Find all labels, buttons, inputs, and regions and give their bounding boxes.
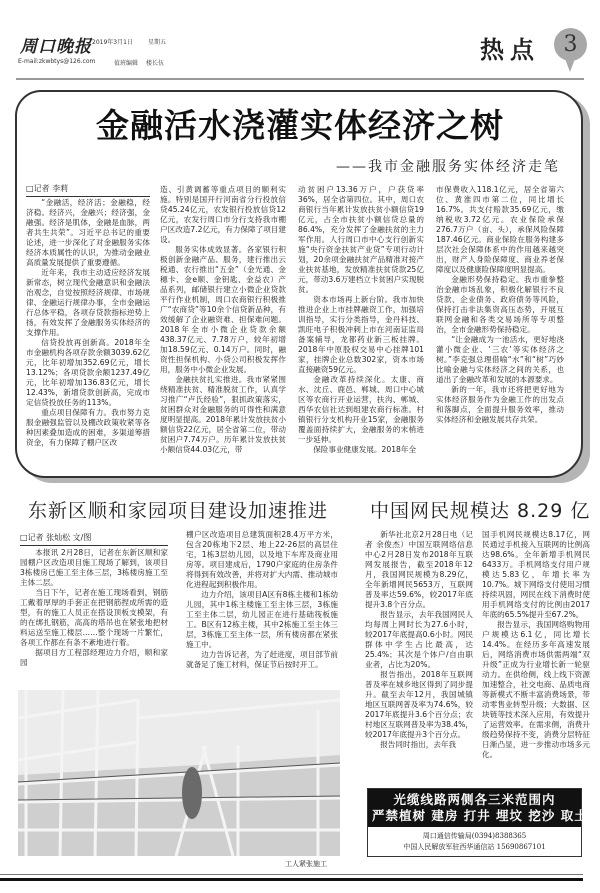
paragraph: 造、引黄调蓄等重点项目的顺利实施。特别是国开行河南省分行投放信贷45.24亿元，农发银行投放信贷12亿元，农发行周口市分行支持我市棚户区改造7.2亿元，有力保障了项目建设。 [160, 185, 286, 244]
notice-banner [368, 789, 588, 827]
main-article-column-4 [436, 185, 564, 472]
page-number: 3 [563, 32, 578, 57]
main-article-column-3 [298, 185, 424, 472]
paragraph: 新的一年，我市还将把更好地为实体经济服务作为金融工作的出发点和落脚点，全面提升服务效率，推动实体经济和金融发展共存共荣。 [436, 385, 564, 424]
paragraph: 报告显示，去年我国网民人均每周上网时长为27.6小时，较2017年底提高0.6小时。网民群体中学生占比最高，达25.4%；其次是个体户/自由职业者，占比为20%。 [365, 610, 473, 669]
paragraph: 金融扶贫扎实推进。我市紧紧围绕精准扶贫、精准脱贫工作，认真学习推广“卢氏经验”，狠抓政策落实，贫困群众对金融服务的可得性和满意度明显提高。2018年累计发放扶贫小额信贷22亿元，居全省第二位，带动贫困户7.74万户。历年累计发放扶贫小额信贷44.03亿元，带 [160, 375, 286, 454]
editor-name: 楼长伍 [146, 60, 165, 67]
scaffolding-image [18, 690, 340, 856]
right-article-column-1 [365, 530, 473, 782]
paragraph: 动贫困户13.36万户，户获贷率36%，居全省第四位。其中，周口农商银行当年累计发放扶贫小额信贷19亿元，占全市扶贫小额信贷总量的86.4%，充分发挥了金融扶贫的主力军作用。人行周口市中心支行创新实施“央行资金扶贫产业贷”专项行动计划，20余项金融扶贫产品精准对接产业扶贫基地，发放精准扶贫贷款25亿元，带动3.6万建档立卡贫困户实现脱贫。 [298, 185, 424, 294]
paragraph: 当日下午，记者在施工现场看到，钢筋工戴着厚厚的手套正在把钢筋捏成所需的造型，有的施工人员正在搭设顶板支模架，有的在绑扎钢筋，高高的塔吊也在紧张地把材料运送至施工楼层……整个现场一片繁忙，各项工作都在有条不紊地进行着。 [20, 588, 168, 647]
paragraph: 资本市场再上新台阶。我市加快推进企业上市挂牌融资工作，加强培训指导，实行分类指导，金丹科技、凯旺电子积极冲刺上市在河南证监局备案辅导，龙都药业新三板挂牌。2018年中原股权交易中心挂牌101家，挂牌企业总数302家，资本市场直接融资59亿元。 [298, 295, 424, 374]
notice-contact-2: 中国人民解放军驻西华通信站 15690867101 [403, 843, 546, 851]
contact-email: E-mail:zkwbtys@126.com [18, 58, 96, 65]
left-article-column-2 [186, 530, 338, 686]
page-number-pin-icon [554, 28, 587, 61]
section-title: 热点 [480, 35, 540, 64]
header-divider [16, 78, 584, 80]
left-article-headline: 东新区顺和家园项目建设加速推进 [28, 500, 329, 522]
left-article-byline: □记者 张灿松 文/图 [20, 532, 168, 546]
paragraph: 重点项目保障有力。我市努力克服金融强监管以及棚改政策收紧等各种因素叠加造成的困难，多渠道筹措资金，有力保障了棚户区改 [26, 408, 150, 447]
footer-rule-thick [0, 878, 583, 881]
paragraph: 信贷投放再创新高。2018年全市金融机构各项存款余额3039.62亿元，比年初增加352.69亿元，增长13.12%；各项贷款余额1237.49亿元，比年初增加136.83亿元，增长12.43%，新增贷款创新高，完成市定信贷投放任务的113%。 [26, 338, 150, 407]
main-article-column-2 [160, 185, 286, 472]
paragraph: 据项目方工程部经理边力介绍，顺和家园 [20, 648, 168, 667]
right-article-headline: 中国网民规模达 8.29 亿 [370, 500, 591, 522]
newspaper-logo: 周口晚报 [20, 37, 92, 57]
paragraph: 新华社北京2月28日电（记者 余俊杰）中国互联网络信息中心2月28日发布2018年互联网发展报告，截至2018年12月，我国网民规模为8.29亿，全年新增网民5653万，互联网普及率达59.6%，较2017年底提升3.8个百分点。 [365, 530, 473, 609]
paragraph: 报告指出，2018年互联网普及率在城乡地区得到了同步提升。截至去年12月，我国城镇地区互联网普及率为74.6%，较2017年底提升3.6个百分点；农村地区互联网普及率为38.4%，较2017年底提升3个百分点。 [365, 670, 473, 739]
notice-line-2: 严禁植树 建房 打井 埋坟 挖沙 取土 [372, 808, 588, 823]
main-article-byline: □记者 李莉 [26, 183, 150, 197]
notice-line-1: 光缆线路两侧各三米范围内 [393, 792, 556, 807]
main-article-headline: 金融活水浇灌实体经济之树 [96, 106, 504, 145]
cable-protection-notice [367, 788, 588, 857]
paragraph: 服务实体成效显著。各家银行积极创新金融产品、服务，建行推出云税通、农行推出“五金”（金光通、金穗卡、金e顺、金钥匙、金益农）产品系列，邮储银行建立小微企业贷款平行作业机制，周口农商银行积极推广“农商贷”等10余个信贷新品种，有效缓解了企业融资难、担保难问题。2018年全市小微企业贷款余额438.37亿元、7.78万户，较年初增加18.59亿元、0.14万户。同时，融资性担保机构、小贷公司积极发挥作用，服务中小微企业发展。 [160, 245, 286, 374]
paragraph: 国手机网民规模达8.17亿，网民通过手机接入互联网的比例高达98.6%。全年新增手机网民6433万。手机网络支付用户规模达5.83亿，年增长率为10.7%。城下网络支付使用习惯持续巩固，网民在线下消费时使用手机网络支付的比例由2017年底的65.5%提升至67.2%。 [482, 530, 590, 619]
paragraph: 市保费收入118.1亿元，居全省第六位、黄淮四市第二位，同比增长16.7%。共支付赔款35.69亿元，缴纳税收3.72亿元。农业保险承保276.7万户（亩、头），承保风险保障187.46亿元。商业保险在服务构建多层次社会保障体系中的作用越来越突出，财产人身险保障度、商业养老保障度以及健康险保障度明显提高。 [436, 185, 564, 274]
paragraph: 棚户区改造项目总建筑面积28.4万平方米，包含20栋地下2层、地上22-26层的高层住宅，1栋3层幼儿园，以及地下车库及商业用房等。项目建成后，1790户家庭的住房条件将得到有效改善，并将对扩大内需、推动城市化进程起到积极作用。 [186, 530, 338, 589]
construction-photo [18, 690, 340, 856]
paragraph: 边力介绍，该项目A区有8栋主楼和1栋幼儿园，其中1栋主楼施工至主体三层，3栋施工至主体二层，幼儿园正在进行基础筏板施工。B区有12栋主楼，其中2栋施工至主体三层，3栋施工至主体一层，所有楼房都在紧张施工中。 [186, 590, 338, 649]
paragraph: “金融活，经济活；金融稳，经济稳。经济兴，金融兴；经济强，金融强。经济是肌体，金融是血脉，两者共生共荣”。习近平总书记的重要论述，进一步深化了对金融服务实体经济本质属性的认识，为推动金融业高质量发展提供了重要遵循。 [26, 198, 150, 267]
right-article-column-2 [482, 530, 590, 782]
paragraph: 报告显示，我国网络购物用户规模达6.1亿，同比增长14.4%。在经历多年高速发展后，网络消费市场供需两端“双升级”正成为行业增长新一轮驱动力。在供给侧，线上线下资源加速整合，社交电商、品质电商等新模式不断丰富消费场景，带动零售业转型升级；大数据、区块链等技术深入应用，有效提升了运营效率。在需求侧，消费升级趋势保持不变，消费分层特征日渐凸显，进一步推动市场多元化。 [482, 620, 590, 759]
main-article-subtitle: ——我市金融服务实体经济走笔 [336, 159, 560, 175]
main-article-column-1 [26, 198, 150, 472]
editor-label: 值班编辑 [114, 60, 139, 67]
photo-caption: 工人紧张施工 [285, 860, 327, 868]
footer-rule-thin [0, 874, 583, 875]
issue-date: 2019年3月1日 [92, 39, 133, 46]
paragraph: 报告同时指出，去年我 [380, 740, 457, 749]
notice-contact-1: 周口通信传输局(0394)8388365 [422, 832, 527, 840]
paragraph: 近年来，我市主动适应经济发展新常态，树立现代金融意识和金融法治观念，自觉按照经济规律、市场规律、金融运行规律办事，全市金融运行总体平稳，各项存贷款指标逆势上扬，有效发挥了金融服务实体经济的支撑作用。 [26, 268, 150, 337]
paragraph: 本报讯 2月28日，记者在东新区顺和家园棚户区改造项目施工现场了解到，该项目3栋楼房已施工至主体三层，3栋楼房施工至主体二层。 [20, 548, 168, 587]
paragraph: 边力告诉记者，为了赶进度，项目部节前就备足了施工材料，保证节后按时开工。 [186, 650, 338, 669]
paragraph: “让金融成为一池活水，更好地浇灌小微企业、‘三农’等实体经济之树。”李克强总理借喻“水”和“树”巧妙比喻金融与实体经济之间的关系，也道出了金融改革和发展的本源要求。 [436, 335, 564, 384]
paragraph: 金融改革持续深化。太康、商水、沈丘、鹿邑、郸城、周口中心城区等农商行开业运营，扶沟、郸城、西华农信社达到组建农商行标准。村镇银行分支机构开业15家，金融服务覆盖面持续扩大，金融服务的末梢进一步延伸。 [298, 375, 424, 444]
left-article-column-1 [20, 548, 168, 686]
paragraph: 保险事业健康发展。2018年全 [313, 445, 417, 454]
paragraph: 金融形势保持稳定。我市重拳整治金融市场乱象，积极化解银行不良贷款、企业债务、政府债务等风险，保持打击非法集资高压态势，开展互联网金融和各类交易场所等专项整治，全市金融形势保持稳定。 [436, 275, 564, 334]
issue-weekday: 星期五 [148, 39, 167, 46]
